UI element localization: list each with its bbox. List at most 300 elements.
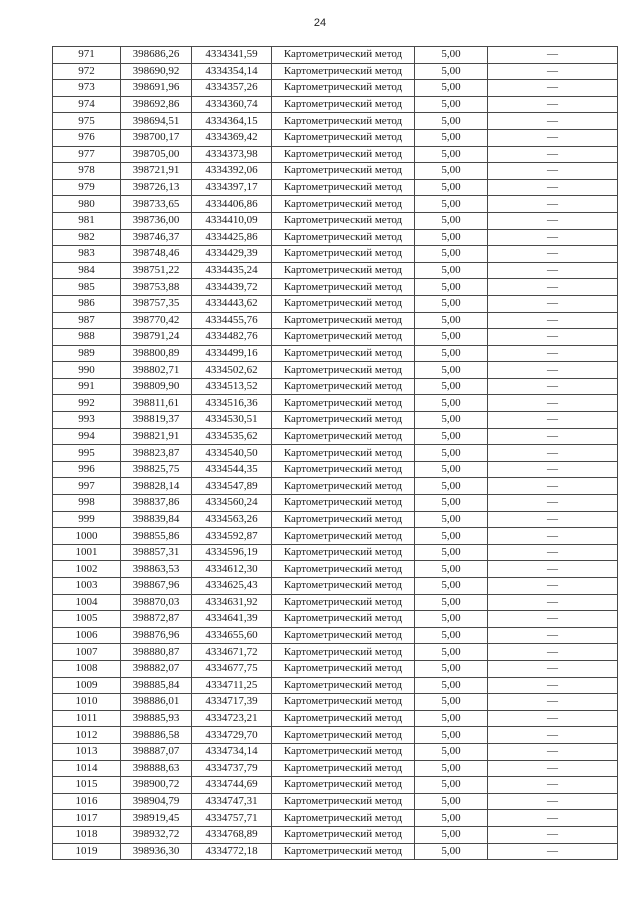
precision-cell: 5,00 <box>415 329 488 346</box>
y-coordinate-cell: 4334392,06 <box>192 163 272 180</box>
note-cell: — <box>488 345 618 362</box>
table-row <box>53 727 618 744</box>
note-cell: — <box>488 212 618 229</box>
point-number-cell: 976 <box>53 129 121 146</box>
x-coordinate-cell: 398686,26 <box>121 47 192 64</box>
y-coordinate-cell: 4334592,87 <box>192 528 272 545</box>
note-cell: — <box>488 146 618 163</box>
x-coordinate-cell: 398825,75 <box>121 461 192 478</box>
precision-cell: 5,00 <box>415 478 488 495</box>
method-cell: Картометрический метод <box>272 96 415 113</box>
precision-cell: 5,00 <box>415 163 488 180</box>
table-row <box>53 777 618 794</box>
note-cell: — <box>488 810 618 827</box>
point-number-cell: 1008 <box>53 660 121 677</box>
note-cell: — <box>488 96 618 113</box>
point-number-cell: 1011 <box>53 710 121 727</box>
note-cell: — <box>488 644 618 661</box>
point-number-cell: 1006 <box>53 627 121 644</box>
method-cell: Картометрический метод <box>272 229 415 246</box>
method-cell: Картометрический метод <box>272 478 415 495</box>
y-coordinate-cell: 4334341,59 <box>192 47 272 64</box>
point-number-cell: 987 <box>53 312 121 329</box>
table-row <box>53 262 618 279</box>
point-number-cell: 980 <box>53 196 121 213</box>
point-number-cell: 1013 <box>53 743 121 760</box>
method-cell: Картометрический метод <box>272 378 415 395</box>
x-coordinate-cell: 398700,17 <box>121 129 192 146</box>
note-cell: — <box>488 395 618 412</box>
method-cell: Картометрический метод <box>272 528 415 545</box>
method-cell: Картометрический метод <box>272 312 415 329</box>
note-cell: — <box>488 511 618 528</box>
note-cell: — <box>488 412 618 429</box>
point-number-cell: 988 <box>53 329 121 346</box>
y-coordinate-cell: 4334596,19 <box>192 544 272 561</box>
point-number-cell: 1015 <box>53 777 121 794</box>
y-coordinate-cell: 4334734,14 <box>192 743 272 760</box>
x-coordinate-cell: 398882,07 <box>121 660 192 677</box>
table-row <box>53 810 618 827</box>
precision-cell: 5,00 <box>415 179 488 196</box>
method-cell: Картометрический метод <box>272 63 415 80</box>
point-number-cell: 1001 <box>53 544 121 561</box>
note-cell: — <box>488 627 618 644</box>
precision-cell: 5,00 <box>415 743 488 760</box>
precision-cell: 5,00 <box>415 694 488 711</box>
x-coordinate-cell: 398932,72 <box>121 826 192 843</box>
y-coordinate-cell: 4334772,18 <box>192 843 272 860</box>
point-number-cell: 1000 <box>53 528 121 545</box>
table-row <box>53 694 618 711</box>
note-cell: — <box>488 378 618 395</box>
y-coordinate-cell: 4334768,89 <box>192 826 272 843</box>
x-coordinate-cell: 398870,03 <box>121 594 192 611</box>
note-cell: — <box>488 279 618 296</box>
table-row <box>53 179 618 196</box>
method-cell: Картометрический метод <box>272 594 415 611</box>
method-cell: Картометрический метод <box>272 113 415 130</box>
table-row <box>53 544 618 561</box>
precision-cell: 5,00 <box>415 378 488 395</box>
method-cell: Картометрический метод <box>272 362 415 379</box>
y-coordinate-cell: 4334513,52 <box>192 378 272 395</box>
precision-cell: 5,00 <box>415 810 488 827</box>
table-row <box>53 412 618 429</box>
y-coordinate-cell: 4334641,39 <box>192 611 272 628</box>
y-coordinate-cell: 4334499,16 <box>192 345 272 362</box>
point-number-cell: 998 <box>53 495 121 512</box>
table-row <box>53 710 618 727</box>
x-coordinate-cell: 398809,90 <box>121 378 192 395</box>
note-cell: — <box>488 47 618 64</box>
table-row <box>53 96 618 113</box>
method-cell: Картометрический метод <box>272 694 415 711</box>
method-cell: Картометрический метод <box>272 262 415 279</box>
precision-cell: 5,00 <box>415 843 488 860</box>
precision-cell: 5,00 <box>415 63 488 80</box>
y-coordinate-cell: 4334677,75 <box>192 660 272 677</box>
point-number-cell: 986 <box>53 295 121 312</box>
point-number-cell: 992 <box>53 395 121 412</box>
note-cell: — <box>488 428 618 445</box>
x-coordinate-cell: 398885,84 <box>121 677 192 694</box>
note-cell: — <box>488 727 618 744</box>
coordinates-table-body <box>53 47 618 860</box>
x-coordinate-cell: 398821,91 <box>121 428 192 445</box>
x-coordinate-cell: 398880,87 <box>121 644 192 661</box>
point-number-cell: 994 <box>53 428 121 445</box>
y-coordinate-cell: 4334723,21 <box>192 710 272 727</box>
note-cell: — <box>488 63 618 80</box>
note-cell: — <box>488 495 618 512</box>
x-coordinate-cell: 398757,35 <box>121 295 192 312</box>
table-row <box>53 677 618 694</box>
y-coordinate-cell: 4334364,15 <box>192 113 272 130</box>
method-cell: Картометрический метод <box>272 544 415 561</box>
point-number-cell: 1003 <box>53 578 121 595</box>
table-row <box>53 826 618 843</box>
point-number-cell: 1014 <box>53 760 121 777</box>
method-cell: Картометрический метод <box>272 826 415 843</box>
point-number-cell: 990 <box>53 362 121 379</box>
precision-cell: 5,00 <box>415 826 488 843</box>
precision-cell: 5,00 <box>415 495 488 512</box>
precision-cell: 5,00 <box>415 362 488 379</box>
table-row <box>53 561 618 578</box>
y-coordinate-cell: 4334443,62 <box>192 295 272 312</box>
note-cell: — <box>488 362 618 379</box>
y-coordinate-cell: 4334429,39 <box>192 246 272 263</box>
table-row <box>53 578 618 595</box>
precision-cell: 5,00 <box>415 80 488 97</box>
x-coordinate-cell: 398692,86 <box>121 96 192 113</box>
table-row <box>53 627 618 644</box>
method-cell: Картометрический метод <box>272 412 415 429</box>
table-row <box>53 329 618 346</box>
point-number-cell: 999 <box>53 511 121 528</box>
point-number-cell: 1017 <box>53 810 121 827</box>
point-number-cell: 985 <box>53 279 121 296</box>
table-row <box>53 594 618 611</box>
table-row <box>53 47 618 64</box>
method-cell: Картометрический метод <box>272 196 415 213</box>
y-coordinate-cell: 4334482,76 <box>192 329 272 346</box>
note-cell: — <box>488 777 618 794</box>
point-number-cell: 981 <box>53 212 121 229</box>
y-coordinate-cell: 4334535,62 <box>192 428 272 445</box>
method-cell: Картометрический метод <box>272 627 415 644</box>
note-cell: — <box>488 826 618 843</box>
method-cell: Картометрический метод <box>272 793 415 810</box>
precision-cell: 5,00 <box>415 777 488 794</box>
precision-cell: 5,00 <box>415 96 488 113</box>
method-cell: Картометрический метод <box>272 329 415 346</box>
x-coordinate-cell: 398828,14 <box>121 478 192 495</box>
y-coordinate-cell: 4334711,25 <box>192 677 272 694</box>
y-coordinate-cell: 4334530,51 <box>192 412 272 429</box>
point-number-cell: 989 <box>53 345 121 362</box>
precision-cell: 5,00 <box>415 660 488 677</box>
x-coordinate-cell: 398819,37 <box>121 412 192 429</box>
precision-cell: 5,00 <box>415 710 488 727</box>
precision-cell: 5,00 <box>415 129 488 146</box>
precision-cell: 5,00 <box>415 511 488 528</box>
precision-cell: 5,00 <box>415 445 488 462</box>
method-cell: Картометрический метод <box>272 710 415 727</box>
note-cell: — <box>488 113 618 130</box>
precision-cell: 5,00 <box>415 760 488 777</box>
point-number-cell: 975 <box>53 113 121 130</box>
table-row <box>53 212 618 229</box>
x-coordinate-cell: 398837,86 <box>121 495 192 512</box>
note-cell: — <box>488 246 618 263</box>
y-coordinate-cell: 4334757,71 <box>192 810 272 827</box>
x-coordinate-cell: 398886,01 <box>121 694 192 711</box>
table-row <box>53 461 618 478</box>
precision-cell: 5,00 <box>415 212 488 229</box>
precision-cell: 5,00 <box>415 428 488 445</box>
y-coordinate-cell: 4334612,30 <box>192 561 272 578</box>
table-row <box>53 246 618 263</box>
note-cell: — <box>488 478 618 495</box>
y-coordinate-cell: 4334729,70 <box>192 727 272 744</box>
y-coordinate-cell: 4334655,60 <box>192 627 272 644</box>
precision-cell: 5,00 <box>415 677 488 694</box>
table-row <box>53 229 618 246</box>
point-number-cell: 993 <box>53 412 121 429</box>
x-coordinate-cell: 398736,00 <box>121 212 192 229</box>
y-coordinate-cell: 4334563,26 <box>192 511 272 528</box>
table-row <box>53 760 618 777</box>
table-row <box>53 478 618 495</box>
method-cell: Картометрический метод <box>272 345 415 362</box>
table-row <box>53 445 618 462</box>
point-number-cell: 977 <box>53 146 121 163</box>
table-row <box>53 743 618 760</box>
x-coordinate-cell: 398811,61 <box>121 395 192 412</box>
y-coordinate-cell: 4334406,86 <box>192 196 272 213</box>
y-coordinate-cell: 4334560,24 <box>192 495 272 512</box>
point-number-cell: 971 <box>53 47 121 64</box>
method-cell: Картометрический метод <box>272 395 415 412</box>
note-cell: — <box>488 544 618 561</box>
method-cell: Картометрический метод <box>272 246 415 263</box>
y-coordinate-cell: 4334357,26 <box>192 80 272 97</box>
method-cell: Картометрический метод <box>272 445 415 462</box>
method-cell: Картометрический метод <box>272 727 415 744</box>
x-coordinate-cell: 398694,51 <box>121 113 192 130</box>
table-row <box>53 428 618 445</box>
precision-cell: 5,00 <box>415 544 488 561</box>
precision-cell: 5,00 <box>415 262 488 279</box>
table-row <box>53 611 618 628</box>
table-row <box>53 295 618 312</box>
precision-cell: 5,00 <box>415 279 488 296</box>
y-coordinate-cell: 4334544,35 <box>192 461 272 478</box>
point-number-cell: 978 <box>53 163 121 180</box>
note-cell: — <box>488 578 618 595</box>
y-coordinate-cell: 4334435,24 <box>192 262 272 279</box>
x-coordinate-cell: 398839,84 <box>121 511 192 528</box>
point-number-cell: 979 <box>53 179 121 196</box>
y-coordinate-cell: 4334369,42 <box>192 129 272 146</box>
method-cell: Картометрический метод <box>272 495 415 512</box>
table-row <box>53 793 618 810</box>
note-cell: — <box>488 694 618 711</box>
table-row <box>53 63 618 80</box>
note-cell: — <box>488 445 618 462</box>
precision-cell: 5,00 <box>415 611 488 628</box>
y-coordinate-cell: 4334455,76 <box>192 312 272 329</box>
precision-cell: 5,00 <box>415 528 488 545</box>
point-number-cell: 972 <box>53 63 121 80</box>
point-number-cell: 996 <box>53 461 121 478</box>
precision-cell: 5,00 <box>415 793 488 810</box>
method-cell: Картометрический метод <box>272 279 415 296</box>
y-coordinate-cell: 4334439,72 <box>192 279 272 296</box>
page-number: 24 <box>313 17 327 29</box>
note-cell: — <box>488 229 618 246</box>
method-cell: Картометрический метод <box>272 578 415 595</box>
method-cell: Картометрический метод <box>272 146 415 163</box>
table-row <box>53 660 618 677</box>
x-coordinate-cell: 398886,58 <box>121 727 192 744</box>
table-row <box>53 345 618 362</box>
x-coordinate-cell: 398936,30 <box>121 843 192 860</box>
note-cell: — <box>488 594 618 611</box>
x-coordinate-cell: 398867,96 <box>121 578 192 595</box>
point-number-cell: 974 <box>53 96 121 113</box>
point-number-cell: 1016 <box>53 793 121 810</box>
x-coordinate-cell: 398888,63 <box>121 760 192 777</box>
method-cell: Картометрический метод <box>272 511 415 528</box>
method-cell: Картометрический метод <box>272 80 415 97</box>
precision-cell: 5,00 <box>415 395 488 412</box>
x-coordinate-cell: 398887,07 <box>121 743 192 760</box>
method-cell: Картометрический метод <box>272 295 415 312</box>
table-row <box>53 312 618 329</box>
y-coordinate-cell: 4334425,86 <box>192 229 272 246</box>
table-row <box>53 146 618 163</box>
x-coordinate-cell: 398900,72 <box>121 777 192 794</box>
x-coordinate-cell: 398770,42 <box>121 312 192 329</box>
table-row <box>53 843 618 860</box>
point-number-cell: 973 <box>53 80 121 97</box>
method-cell: Картометрический метод <box>272 129 415 146</box>
coordinates-table <box>52 46 618 860</box>
note-cell: — <box>488 710 618 727</box>
y-coordinate-cell: 4334744,69 <box>192 777 272 794</box>
table-row <box>53 163 618 180</box>
method-cell: Картометрический метод <box>272 660 415 677</box>
x-coordinate-cell: 398748,46 <box>121 246 192 263</box>
x-coordinate-cell: 398823,87 <box>121 445 192 462</box>
x-coordinate-cell: 398791,24 <box>121 329 192 346</box>
note-cell: — <box>488 677 618 694</box>
y-coordinate-cell: 4334354,14 <box>192 63 272 80</box>
precision-cell: 5,00 <box>415 345 488 362</box>
method-cell: Картометрический метод <box>272 212 415 229</box>
precision-cell: 5,00 <box>415 113 488 130</box>
method-cell: Картометрический метод <box>272 461 415 478</box>
precision-cell: 5,00 <box>415 727 488 744</box>
y-coordinate-cell: 4334671,72 <box>192 644 272 661</box>
x-coordinate-cell: 398705,00 <box>121 146 192 163</box>
precision-cell: 5,00 <box>415 644 488 661</box>
method-cell: Картометрический метод <box>272 677 415 694</box>
table-row <box>53 279 618 296</box>
x-coordinate-cell: 398690,92 <box>121 63 192 80</box>
method-cell: Картометрический метод <box>272 743 415 760</box>
note-cell: — <box>488 760 618 777</box>
note-cell: — <box>488 262 618 279</box>
y-coordinate-cell: 4334360,74 <box>192 96 272 113</box>
y-coordinate-cell: 4334737,79 <box>192 760 272 777</box>
point-number-cell: 1009 <box>53 677 121 694</box>
y-coordinate-cell: 4334717,39 <box>192 694 272 711</box>
x-coordinate-cell: 398753,88 <box>121 279 192 296</box>
method-cell: Картометрический метод <box>272 561 415 578</box>
x-coordinate-cell: 398904,79 <box>121 793 192 810</box>
y-coordinate-cell: 4334410,09 <box>192 212 272 229</box>
precision-cell: 5,00 <box>415 295 488 312</box>
note-cell: — <box>488 312 618 329</box>
point-number-cell: 982 <box>53 229 121 246</box>
x-coordinate-cell: 398721,91 <box>121 163 192 180</box>
y-coordinate-cell: 4334397,17 <box>192 179 272 196</box>
y-coordinate-cell: 4334516,36 <box>192 395 272 412</box>
point-number-cell: 997 <box>53 478 121 495</box>
x-coordinate-cell: 398855,86 <box>121 528 192 545</box>
method-cell: Картометрический метод <box>272 428 415 445</box>
y-coordinate-cell: 4334502,62 <box>192 362 272 379</box>
point-number-cell: 1012 <box>53 727 121 744</box>
method-cell: Картометрический метод <box>272 611 415 628</box>
note-cell: — <box>488 611 618 628</box>
method-cell: Картометрический метод <box>272 179 415 196</box>
note-cell: — <box>488 843 618 860</box>
table-row <box>53 644 618 661</box>
table-row <box>53 495 618 512</box>
method-cell: Картометрический метод <box>272 810 415 827</box>
method-cell: Картометрический метод <box>272 777 415 794</box>
point-number-cell: 1007 <box>53 644 121 661</box>
point-number-cell: 1004 <box>53 594 121 611</box>
precision-cell: 5,00 <box>415 412 488 429</box>
method-cell: Картометрический метод <box>272 760 415 777</box>
y-coordinate-cell: 4334631,92 <box>192 594 272 611</box>
precision-cell: 5,00 <box>415 561 488 578</box>
note-cell: — <box>488 179 618 196</box>
note-cell: — <box>488 743 618 760</box>
note-cell: — <box>488 793 618 810</box>
precision-cell: 5,00 <box>415 146 488 163</box>
x-coordinate-cell: 398863,53 <box>121 561 192 578</box>
table-row <box>53 196 618 213</box>
note-cell: — <box>488 295 618 312</box>
x-coordinate-cell: 398872,87 <box>121 611 192 628</box>
point-number-cell: 1019 <box>53 843 121 860</box>
precision-cell: 5,00 <box>415 594 488 611</box>
note-cell: — <box>488 163 618 180</box>
point-number-cell: 1010 <box>53 694 121 711</box>
note-cell: — <box>488 660 618 677</box>
note-cell: — <box>488 561 618 578</box>
point-number-cell: 1005 <box>53 611 121 628</box>
x-coordinate-cell: 398857,31 <box>121 544 192 561</box>
x-coordinate-cell: 398800,89 <box>121 345 192 362</box>
